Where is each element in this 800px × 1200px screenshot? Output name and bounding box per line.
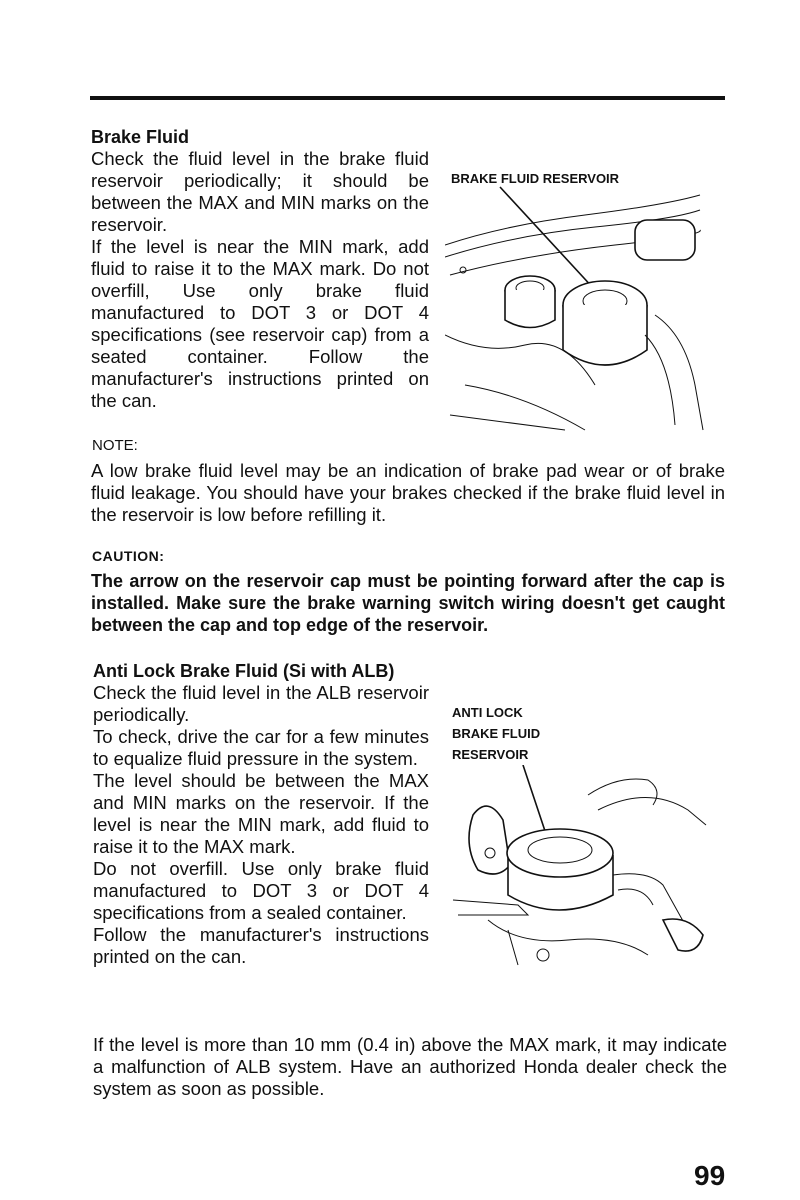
figure-label-line: RESERVOIR — [452, 747, 529, 762]
brake-line — [488, 920, 648, 955]
page-number: 99 — [694, 1160, 726, 1191]
reservoir-cap — [507, 829, 613, 877]
pointer-line — [523, 765, 548, 840]
reservoir-body — [563, 305, 647, 365]
wire — [618, 889, 653, 905]
connector — [663, 919, 703, 951]
section-title-brake-fluid: Brake Fluid — [91, 127, 190, 147]
anti-lock-closing-text: If the level is more than 10 mm (0.4 in) above the MAX mark, it may indicate a malfunction of ALB system. Have an authorized Honda dealer check the system as soon as possible. — [93, 1034, 727, 1099]
hose — [598, 798, 706, 826]
motor-part — [635, 220, 695, 260]
paragraph: Check the fluid level in the brake fluid reservoir periodically; it should be between the MAX and MIN marks on the reservoir. — [91, 148, 429, 235]
bracket — [469, 806, 510, 874]
pointer-line — [500, 187, 595, 290]
brake-line — [465, 385, 585, 430]
paragraph: If the level is near the MIN mark, add fluid to raise it to the MAX mark. Do not overfill, Use only brake fluid manufactured to DOT 3 or DOT 4 specifications (see reservoir cap) from a seated container. Follow the manufacturer's instructions printed on the can. — [91, 236, 429, 411]
paragraph: Check the fluid level in the ALB reservoir periodically. — [93, 682, 429, 725]
paragraph: The level should be between the MAX and MIN marks on the reservoir. If the level is near the MIN mark, add fluid to raise it to the MAX mark. — [93, 770, 429, 857]
brake-fluid-reservoir-illustration — [445, 185, 705, 435]
engine-line — [450, 415, 565, 430]
note-label: NOTE: — [92, 437, 138, 454]
note-text: A low brake fluid level may be an indication of brake pad wear or of brake fluid leakage. You should have your brakes checked if the brake fluid level in the reservoir is low before refilling it. — [91, 460, 725, 525]
paragraph: Do not overfill. Use only brake fluid manufactured to DOT 3 or DOT 4 specifications from a sealed container. — [93, 858, 429, 923]
brake-line — [645, 335, 675, 425]
anti-lock-body — [93, 682, 429, 968]
small-reservoir — [505, 290, 555, 328]
caution-text: The arrow on the reservoir cap must be pointing forward after the cap is installed. Make sure the brake warning switch wiring doesn't get caught between the cap and top edge of the reservoir. — [91, 571, 725, 635]
brake-fluid-body — [91, 148, 429, 412]
figure-label-line: ANTI LOCK — [452, 705, 523, 720]
paragraph: Follow the manufacturer's instructions printed on the can. — [93, 924, 429, 967]
figure-label-anti-lock-reservoir — [452, 702, 540, 765]
section-title-anti-lock-brake-fluid: Anti Lock Brake Fluid (Si with ALB) — [93, 661, 395, 681]
fitting — [537, 949, 549, 961]
figure-label-brake-fluid-reservoir: BRAKE FLUID RESERVOIR — [451, 171, 620, 186]
paragraph: To check, drive the car for a few minutes to equalize fluid pressure in the system. — [93, 726, 429, 769]
anti-lock-reservoir-illustration — [448, 765, 708, 970]
brake-line — [655, 315, 703, 430]
bracket-plate — [453, 900, 528, 915]
figure-label-line: BRAKE FLUID — [452, 726, 541, 741]
header-rule — [90, 96, 725, 100]
caution-label: CAUTION: — [92, 548, 165, 564]
